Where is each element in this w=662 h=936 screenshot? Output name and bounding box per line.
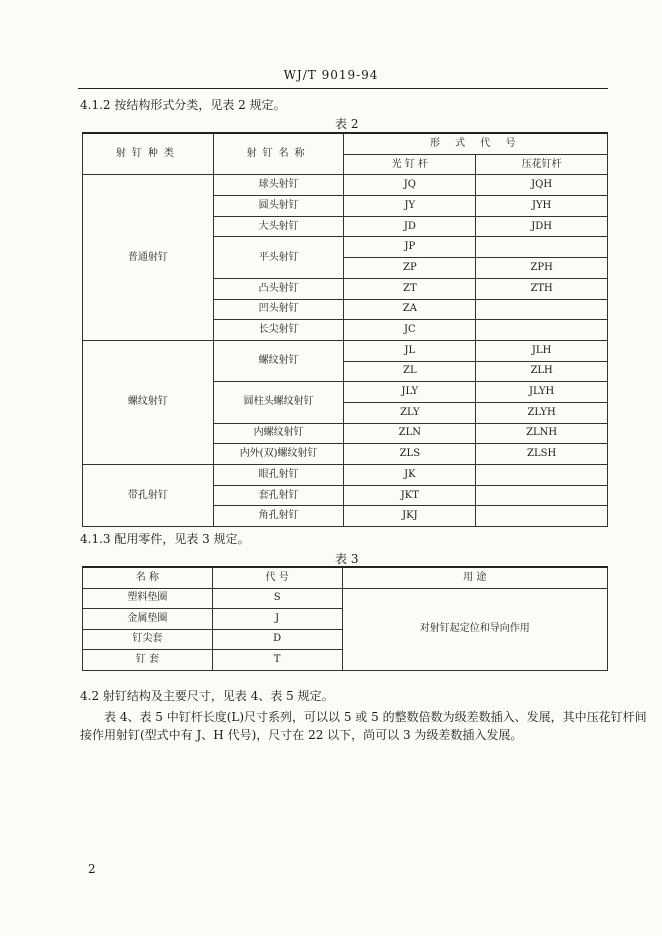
code-cell-empty bbox=[476, 506, 608, 527]
name-cell: 凸头射钉 bbox=[213, 278, 344, 299]
code-cell: JL bbox=[344, 340, 476, 361]
code-cell: ZLY bbox=[344, 402, 476, 423]
code-cell: JK bbox=[344, 465, 476, 486]
header-category: 射钉种类 bbox=[83, 133, 214, 175]
section-4-2-body-line2: 接作用射钉(型式中有 J、H 代号)，尺寸在 22 以下，尚可以 3 为级差数插入发展。 bbox=[80, 728, 523, 742]
header-name: 射钉名称 bbox=[213, 133, 344, 175]
table2-caption: 表 2 bbox=[335, 117, 359, 131]
code-cell: ZT bbox=[344, 278, 476, 299]
code-cell-empty bbox=[476, 320, 608, 341]
name-cell: 圆柱头螺纹射钉 bbox=[213, 382, 344, 423]
section-4-1-2: 4.1.2 按结构形式分类，见表 2 规定。 bbox=[80, 98, 286, 112]
code-cell: ZLNH bbox=[476, 423, 608, 444]
header-rule bbox=[78, 88, 608, 89]
part-name: 钉 套 bbox=[83, 650, 213, 671]
code-cell: JKT bbox=[344, 485, 476, 506]
name-cell: 平头射钉 bbox=[213, 237, 344, 278]
code-cell: ZL bbox=[344, 361, 476, 382]
part-name: 钉尖套 bbox=[83, 629, 213, 650]
code-cell: JY bbox=[344, 196, 476, 217]
name-cell: 内外(双)螺纹射钉 bbox=[213, 444, 344, 465]
part-code: J bbox=[212, 609, 342, 630]
code-cell: ZLN bbox=[344, 423, 476, 444]
part-code: T bbox=[212, 650, 342, 671]
table-3 bbox=[82, 566, 608, 671]
name-cell: 内螺纹射钉 bbox=[213, 423, 344, 444]
code-cell: JD bbox=[344, 216, 476, 237]
name-cell: 圆头射钉 bbox=[213, 196, 344, 217]
header-plain-shank: 光 钉 杆 bbox=[344, 154, 476, 175]
group-threaded: 螺纹射钉 bbox=[83, 340, 214, 464]
name-cell: 套孔射钉 bbox=[213, 485, 344, 506]
section-4-2: 4.2 射钉结构及主要尺寸，见表 4、表 5 规定。 bbox=[80, 689, 334, 703]
part-code: D bbox=[212, 629, 342, 650]
part-code: S bbox=[212, 588, 342, 609]
group-ordinary: 普通射钉 bbox=[83, 175, 214, 341]
group-holed: 带孔射钉 bbox=[83, 465, 214, 527]
name-cell: 长尖射钉 bbox=[213, 320, 344, 341]
header-name: 名 称 bbox=[83, 567, 213, 588]
name-cell: 球头射钉 bbox=[213, 175, 344, 196]
page-number: 2 bbox=[88, 862, 96, 876]
header-code: 代 号 bbox=[212, 567, 342, 588]
code-cell-empty bbox=[476, 299, 608, 320]
code-cell: JC bbox=[344, 320, 476, 341]
name-cell: 角孔射钉 bbox=[213, 506, 344, 527]
part-name: 塑料垫圈 bbox=[83, 588, 213, 609]
header-form-code: 形 式 代 号 bbox=[344, 133, 608, 154]
code-cell: ZTH bbox=[476, 278, 608, 299]
document-code-header: WJ/T 9019-94 bbox=[283, 68, 379, 82]
code-cell: JKJ bbox=[344, 506, 476, 527]
code-cell: ZP bbox=[344, 258, 476, 279]
table3-caption: 表 3 bbox=[335, 552, 359, 566]
code-cell: ZPH bbox=[476, 258, 608, 279]
code-cell: JP bbox=[344, 237, 476, 258]
code-cell-empty bbox=[476, 485, 608, 506]
code-cell: JQ bbox=[344, 175, 476, 196]
table-2 bbox=[82, 132, 608, 527]
section-4-1-3: 4.1.3 配用零件，见表 3 规定。 bbox=[80, 532, 250, 546]
code-cell: JQH bbox=[476, 175, 608, 196]
code-cell: ZLSH bbox=[476, 444, 608, 465]
name-cell: 眼孔射钉 bbox=[213, 465, 344, 486]
code-cell-empty bbox=[476, 237, 608, 258]
code-cell: ZA bbox=[344, 299, 476, 320]
code-cell: JDH bbox=[476, 216, 608, 237]
part-use: 对射钉起定位和导向作用 bbox=[342, 588, 608, 670]
code-cell: JLYH bbox=[476, 382, 608, 403]
section-4-2-body-line1: 表 4、表 5 中钉杆长度(L)尺寸系列，可以以 5 或 5 的整数倍数为级差数插入、发展，其中压花钉杆间 bbox=[104, 710, 647, 724]
code-cell: JYH bbox=[476, 196, 608, 217]
code-cell: JLH bbox=[476, 340, 608, 361]
part-name: 金属垫圈 bbox=[83, 609, 213, 630]
name-cell: 大头射钉 bbox=[213, 216, 344, 237]
header-knurled-shank: 压花钉杆 bbox=[476, 154, 608, 175]
name-cell: 凹头射钉 bbox=[213, 299, 344, 320]
code-cell: ZLS bbox=[344, 444, 476, 465]
code-cell: ZLYH bbox=[476, 402, 608, 423]
code-cell: JLY bbox=[344, 382, 476, 403]
name-cell: 螺纹射钉 bbox=[213, 340, 344, 381]
code-cell: ZLH bbox=[476, 361, 608, 382]
code-cell-empty bbox=[476, 465, 608, 486]
header-use: 用 途 bbox=[342, 567, 608, 588]
